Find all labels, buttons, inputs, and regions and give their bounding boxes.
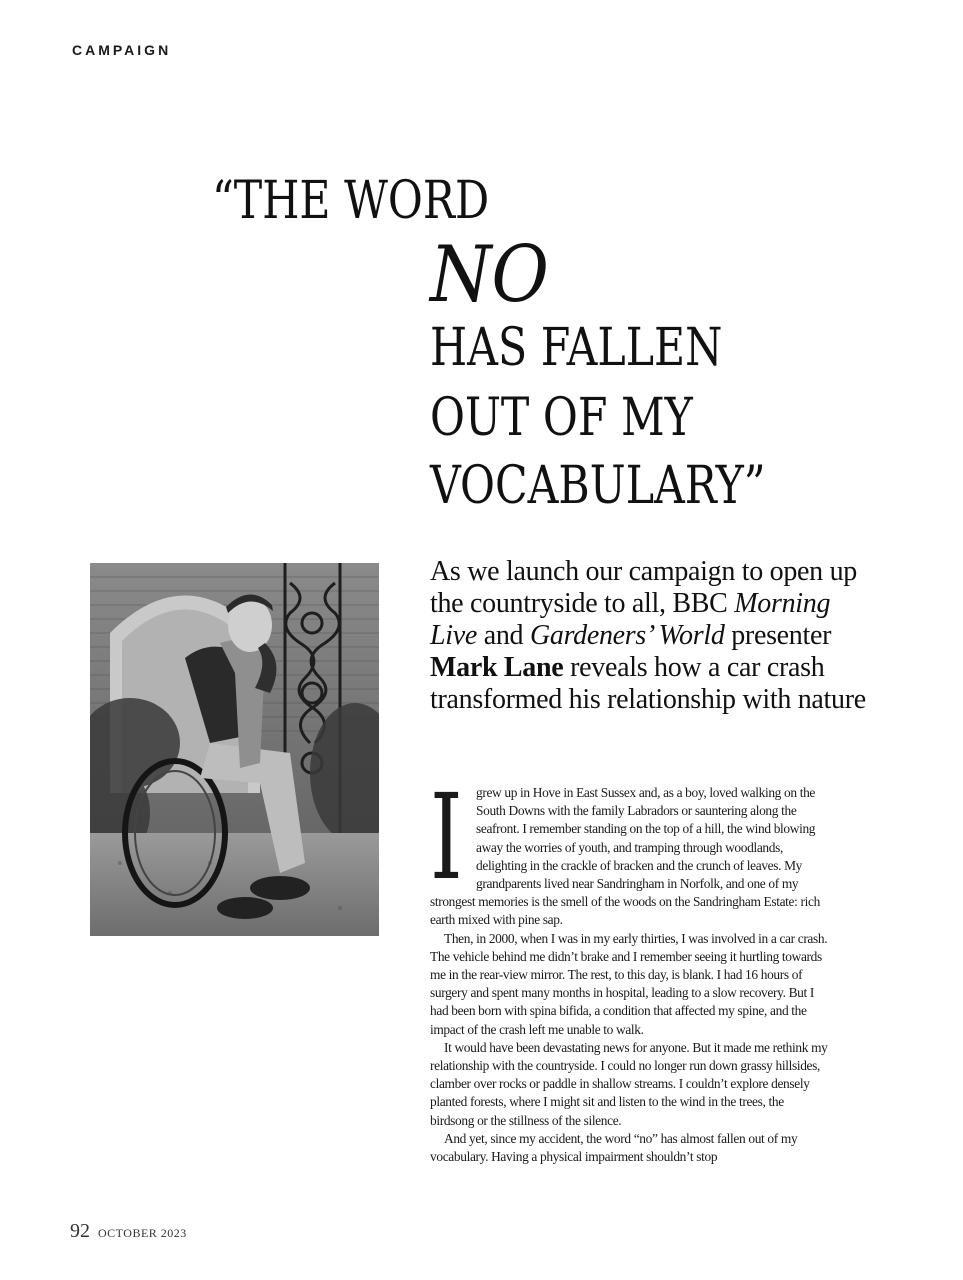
section-label: CAMPAIGN (72, 42, 172, 58)
show-gardeners-world: Gardeners’ World (529, 620, 725, 651)
standfirst (430, 556, 870, 716)
page-number: 92 (70, 1220, 90, 1242)
headline-line-5: VOCABULARY” (430, 456, 766, 516)
presenter-name: Mark Lane (430, 652, 564, 683)
article-body (430, 768, 830, 1166)
issue-date: OCTOBER 2023 (98, 1226, 187, 1240)
paragraph-3: It would have been devastating news for anyone. But it made me rethink my relationship with the countryside. I could no longer run down grassy hillsides, clamber over rocks or paddle in shallow streams. I couldn’t explore densely planted forests, where I might sit and listen to the wind in the trees, the birdsong or the stillness of the silence. (430, 1039, 828, 1128)
paragraph-2: Then, in 2000, when I was in my early thirties, I was involved in a car crash. The vehicle behind me didn’t brake and I remember seeing it hurtling towards me in the rear-view mirror. The rest, to this day, is blank. I had 16 hours of surgery and spent many months in hospital, leading to a slow recovery. But I had been born with spina bifida, a condition that affected my spine, and the impact of the crash left me unable to walk. (430, 930, 828, 1037)
drop-cap: I (430, 768, 463, 906)
headline-line-3: HAS FALLEN (430, 318, 723, 378)
portrait-photo (90, 563, 379, 936)
standfirst-part-4: reveals how a car crash transformed his relationship with nature (430, 652, 866, 715)
headline-emphasis: NO (430, 230, 549, 320)
headline-line-4: OUT OF MY (430, 388, 693, 448)
paragraph-1 (430, 768, 830, 930)
paragraph-1-text: grew up in Hove in East Sussex and, as a boy, loved walking on the South Downs with the family Labradors or sauntering along the seafront. I remember standing on the top of a hill, the wind blowing away the worries of youth, and tramping through woodlands, delighting in the crackle of bracken and the crunch of leaves. My grandparents lived near Sandringham in Norfolk, and one of my strongest memories is the smell of the woods on the Sandringham Estate: rich earth mixed with pine sap. (430, 785, 820, 928)
page-footer (70, 1220, 187, 1243)
headline-line-1: “THE WORD (212, 171, 490, 231)
standfirst-part-3: presenter (724, 620, 832, 651)
show-morning-live: Morning Live (430, 588, 831, 651)
standfirst-part-1: As we launch our campaign to open up the countryside to all, BBC (430, 556, 857, 619)
paragraph-4: And yet, since my accident, the word “no” has almost fallen out of my vocabulary. Having a physical impairment shouldn’t stop (430, 1130, 798, 1165)
standfirst-part-2: and (477, 620, 530, 651)
headline (0, 0, 963, 520)
